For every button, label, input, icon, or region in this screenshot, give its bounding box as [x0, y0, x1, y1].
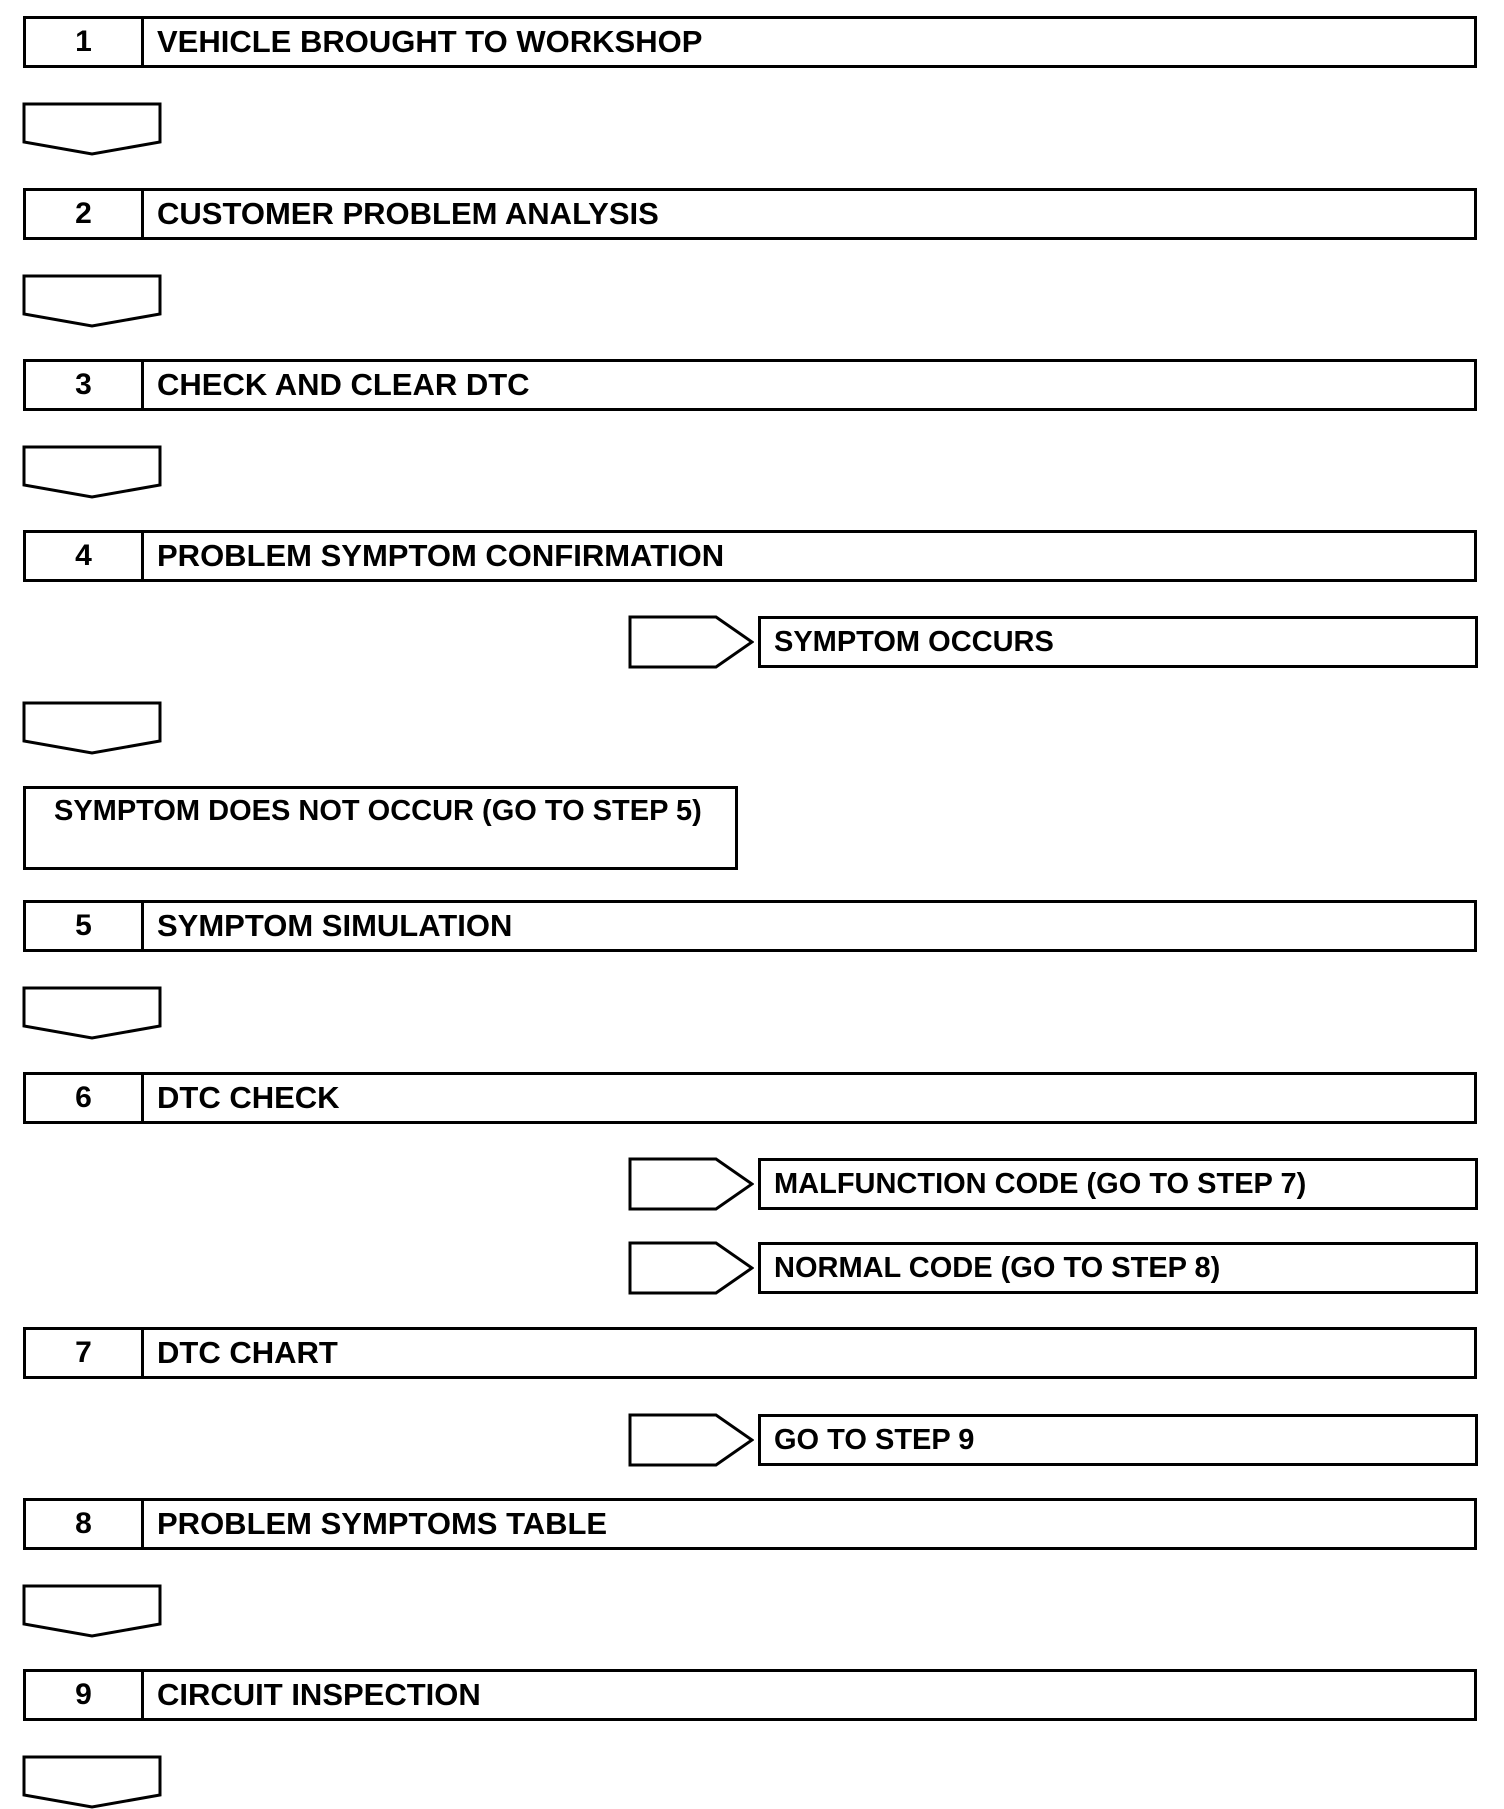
step-number: 1: [26, 19, 144, 65]
step-6-box: [23, 1072, 1477, 1124]
step-number: 7: [26, 1330, 144, 1376]
step-1-box: [23, 16, 1477, 68]
step-7-box: [23, 1327, 1477, 1379]
step-number: 8: [26, 1501, 144, 1547]
step-label: CUSTOMER PROBLEM ANALYSIS: [157, 196, 659, 231]
step-number: 3: [26, 362, 144, 408]
step-number: 6: [26, 1075, 144, 1121]
right-arrow-icon: [628, 1241, 754, 1295]
step-4-box: [23, 530, 1477, 582]
result-normal-code: NORMAL CODE (GO TO STEP 8): [758, 1242, 1478, 1294]
result-go-to-step-9: GO TO STEP 9: [758, 1414, 1478, 1466]
step-label: VEHICLE BROUGHT TO WORKSHOP: [157, 24, 703, 59]
down-arrow-icon: [22, 1755, 162, 1809]
step-label: PROBLEM SYMPTOM CONFIRMATION: [157, 538, 725, 573]
right-arrow-icon: [628, 1157, 754, 1211]
down-arrow-icon: [22, 445, 162, 499]
result-malfunction-code: MALFUNCTION CODE (GO TO STEP 7): [758, 1158, 1478, 1210]
step-8-box: [23, 1498, 1477, 1550]
step-label: CHECK AND CLEAR DTC: [157, 367, 530, 402]
down-arrow-icon: [22, 986, 162, 1040]
step-label: CIRCUIT INSPECTION: [157, 1677, 481, 1712]
down-arrow-icon: [22, 102, 162, 156]
step-number: 9: [26, 1672, 144, 1718]
step-label: PROBLEM SYMPTOMS TABLE: [157, 1506, 608, 1541]
step-number: 2: [26, 191, 144, 237]
step-label: DTC CHECK: [157, 1080, 340, 1115]
step-3-box: [23, 359, 1477, 411]
step-5-box: [23, 900, 1477, 952]
right-arrow-icon: [628, 1413, 754, 1467]
branch-symptom-does-not-occur: SYMPTOM DOES NOT OCCUR (GO TO STEP 5): [23, 786, 738, 870]
down-arrow-icon: [22, 1584, 162, 1638]
right-arrow-icon: [628, 615, 754, 669]
step-number: 5: [26, 903, 144, 949]
step-label: SYMPTOM SIMULATION: [157, 908, 513, 943]
result-symptom-occurs: SYMPTOM OCCURS: [758, 616, 1478, 668]
step-2-box: [23, 188, 1477, 240]
step-number: 4: [26, 533, 144, 579]
step-label: DTC CHART: [157, 1335, 338, 1370]
down-arrow-icon: [22, 274, 162, 328]
step-9-box: [23, 1669, 1477, 1721]
down-arrow-icon: [22, 701, 162, 755]
